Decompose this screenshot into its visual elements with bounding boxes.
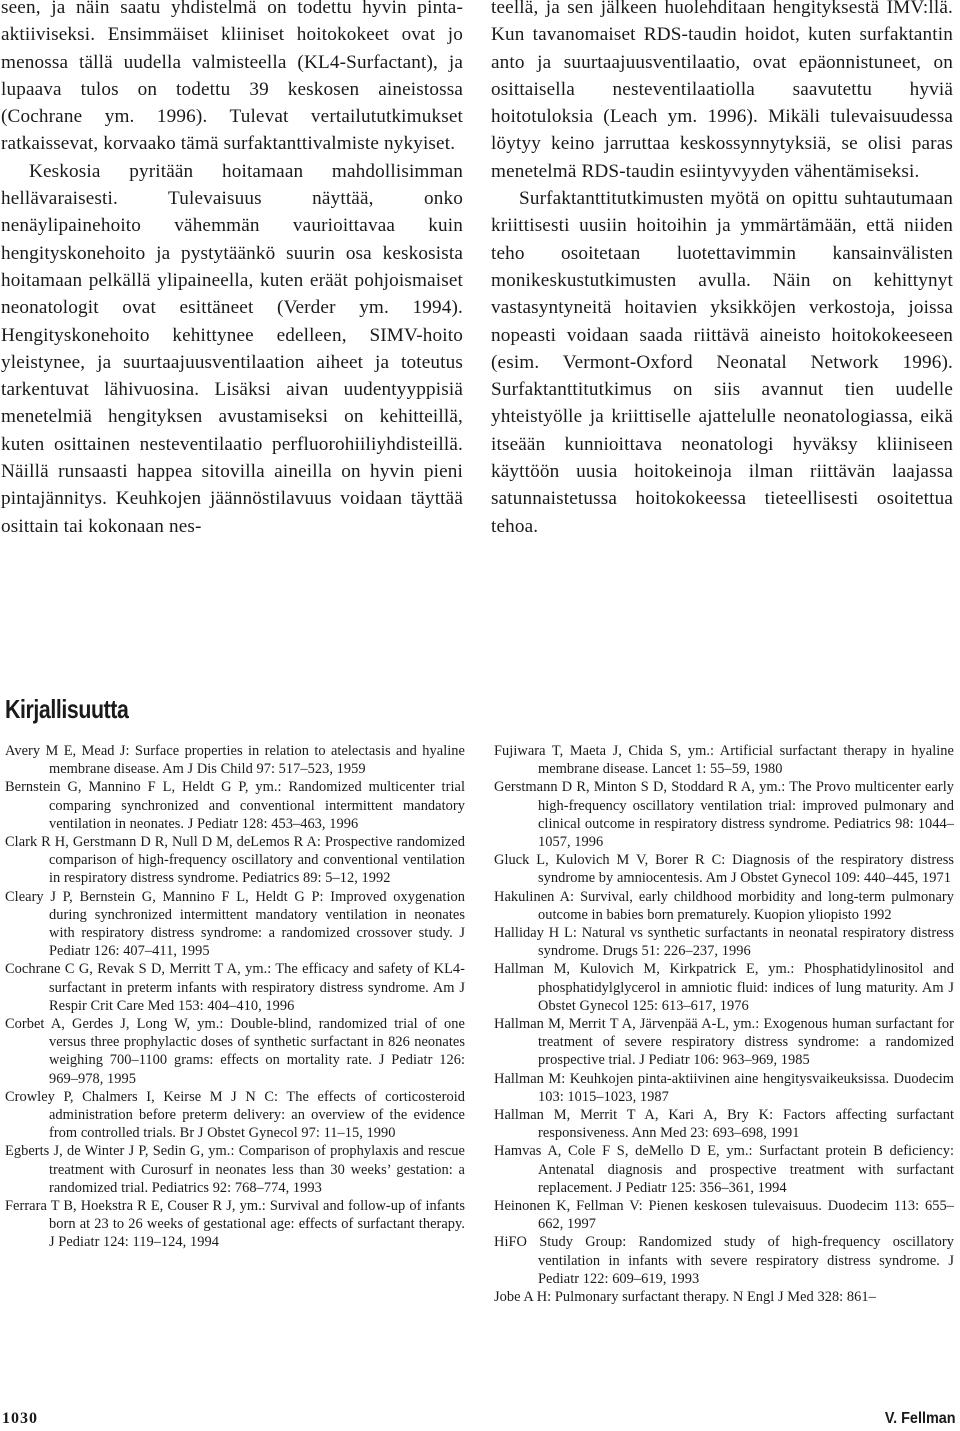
reference-entry: Ferrara T B, Hoekstra R E, Couser R J, ym.: Survival and follow-up of infants born at 23 to 26 weeks of gestational age: effects of surfactant therapy. J Pediatr 124: 119–124, 1994 [5,1198,465,1251]
reference-entry: Gerstmann D R, Minton S D, Stoddard R A, ym.: The Provo multicenter early high-frequency oscillatory ventilation trial: improved pulmonary and clinical outcome in respiratory distress syndrome. Pediatrics 98: 1044–1057, 1996 [494,779,954,851]
body-paragraph: Keskosia pyritään hoitamaan mahdollisimman hellävaraisesti. Tulevaisuus näyttää, onko nenäylipainehoito vähemmän vaurioittavaa kuin hengityskonehoito ja pystytäänkö suurin osa keskosista hoitamaan pelkällä ylipaineella, kuten eräät pohjoismaiset neonatologit ovat esittäneet (Verder ym. 1994). Hengityskonehoito kehittynee edelleen, SIMV-hoito yleistynee, ja suurtaajuusventilaation aiheet ja toteutus tarkentuvat lähivuosina. Lisäksi aivan uudentyyppisiä menetelmiä hengityksen avustamiseksi on kehitteillä, kuten osittainen nesteventilaatio perfluorohiiliyhdisteillä. Näillä runsaasti happea sitovilla aineilla on hyvin pieni pintajännitys. Keuhkojen jäännöstilavuus voidaan täyttää osittain tai kokonaan nes- [1,160,463,537]
body-paragraph: teellä, ja sen jälkeen huolehditaan hengityksestä IMV:llä. Kun tavanomaiset RDS-taudin hoidot, kuten surfaktantin anto ja suurtaajuusventilaatio, ovat epäonnistuneet, on osittaisella nesteventilaatiolla saavutettu hyviä hoitotuloksia (Leach ym. 1996). Mikäli tulevaisuudessa löytyy keino jarruttaa keskossynnytyksiä, se olisi paras menetelmä RDS-taudin esiintyvyyden vähentämiseksi. [491,0,953,182]
reference-entry: Fujiwara T, Maeta J, Chida S, ym.: Artificial surfactant therapy in hyaline membrane disease. Lancet 1: 55–59, 1980 [494,743,954,778]
reference-entry: Corbet A, Gerdes J, Long W, ym.: Double-blind, randomized trial of one versus three prophylactic doses of synthetic surfactant in 826 neonates weighing 700–1100 grams: effects on mortality rate. J Pediatr 126: 969–978, 1995 [5,1016,465,1087]
reference-entry: Hallman M: Keuhkojen pinta-aktiivinen aine hengitysvaikeuksissa. Duodecim 103: 1015–1023, 1987 [494,1070,954,1105]
reference-entry: Hallman M, Merrit T A, Järvenpää A-L, ym.: Exogenous human surfactant for treatment of severe respiratory distress syndrome: a randomized prospective trial. J Pediatr 106: 963–969, 1985 [494,1016,954,1069]
reference-entry: Hallman M, Kulovich M, Kirkpatrick E, ym.: Phosphatidylinositol and phosphatidylglycerol in amniotic fluid: indices of lung maturity. Am J Obstet Gynecol 125: 613–617, 1976 [494,961,954,1014]
reference-entry: HiFO Study Group: Randomized study of high-frequency oscillatory ventilation in infants with severe respiratory distress syndrome. J Pediatr 122: 609–619, 1993 [494,1234,954,1287]
body-column-right [491,0,953,540]
references-column-left [5,742,465,1252]
body-paragraph: seen, ja näin saatu yhdistelmä on todettu hyvin pinta-aktiiviseksi. Ensimmäiset kliiniset hoitokokeet ovat jo menossa tällä uudella valmisteella (KL4-Surfactant), ja lupaava tulos on todettu 39 keskosen aineistossa (Cochrane ym. 1996). Tulevat vertailututkimukset ratkaissevat, korvaako tämä surfaktanttivalmiste nykyiset. [1,0,463,155]
page-number: 1030 [2,1410,38,1427]
reference-entry: Egberts J, de Winter J P, Sedin G, ym.: Comparison of prophylaxis and rescue treatment with Curosurf in neonates less than 30 weeks’ gestation: a randomized trial. Pediatrics 92: 768–774, 1993 [5,1143,465,1196]
reference-entry: Heinonen K, Fellman V: Pienen keskosen tulevaisuus. Duodecim 113: 655–662, 1997 [494,1198,954,1233]
reference-entry: Avery M E, Mead J: Surface properties in relation to atelectasis and hyaline membrane disease. Am J Dis Child 97: 517–523, 1959 [5,743,465,778]
reference-entry: Jobe A H: Pulmonary surfactant therapy. N Engl J Med 328: 861– [494,1289,876,1306]
reference-entry: Cleary J P, Bernstein G, Mannino F L, Heldt G P: Improved oxygenation during synchronized intermittent mandatory ventilation in neonates with respiratory distress syndrome: a randomized crossover study. J Pediatr 126: 407–411, 1995 [5,888,465,960]
running-footer-author: V. Fellman [885,1410,956,1427]
references-heading: Kirjallisuutta [5,694,129,724]
references-column-right [494,742,954,1306]
reference-entry: Hallman M, Merrit T A, Kari A, Bry K: Factors affecting surfactant responsiveness. Ann Med 23: 693–698, 1991 [494,1107,954,1142]
reference-entry: Cochrane C G, Revak S D, Merritt T A, ym.: The efficacy and safety of KL4-surfactant in preterm infants with respiratory distress syndrome. Am J Respir Crit Care Med 153: 404–410, 1996 [5,961,465,1014]
reference-entry: Gluck L, Kulovich M V, Borer R C: Diagnosis of the respiratory distress syndrome by amniocentesis. Am J Obstet Gynecol 109: 440–445, 1971 [494,852,954,887]
reference-entry: Halliday H L: Natural vs synthetic surfactants in neonatal respiratory distress syndrome. Drugs 51: 226–237, 1996 [494,925,954,960]
body-column-left [1,0,463,540]
reference-entry: Hamvas A, Cole F S, deMello D E, ym.: Surfactant protein B deficiency: Antenatal diagnosis and prospective treatment with surfactant replacement. J Pediatr 125: 356–361, 1994 [494,1143,954,1196]
reference-entry: Bernstein G, Mannino F L, Heldt G P, ym.: Randomized multicenter trial comparing synchronized and conventional intermittent mandatory ventilation in neonates. J Pediatr 128: 453–463, 1996 [5,779,465,832]
reference-entry: Hakulinen A: Survival, early childhood morbidity and long-term pulmonary outcome in babies born prematurely. Kuopion yliopisto 1992 [494,888,954,923]
reference-entry: Crowley P, Chalmers I, Keirse M J N C: The effects of corticosteroid administration before preterm delivery: an overview of the evidence from controlled trials. Br J Obstet Gynecol 97: 11–15, 1990 [5,1088,465,1142]
body-paragraph: Surfaktanttitutkimusten myötä on opittu suhtautumaan kriittisesti uusiin hoitoihin ja ymmärtämään, että niiden teho osoitetaan luotettavimmin kansainvälisten monikeskustutkimusten avulla. Näin on kehittynyt vastasyntyneitä hoitavien yksikköjen verkostoja, joissa nopeasti voidaan saada riittävä aineisto hoitokokeeseen (esim. Vermont-Oxford Neonatal Network 1996). Surfaktanttitutkimus on siis avannut tien uudelle yhteistyölle ja kriittiselle ajattelulle neonatologiassa, eikä itseään kunnioittava neonatologi hyväksy kliiniseen käyttöön uusia hoitokeinoja ilman riittävän laajassa satunnaistetussa hoitokokeessa tieteellisesti osoitettua tehoa. [491,188,953,537]
reference-entry: Clark R H, Gerstmann D R, Null D M, deLemos R A: Prospective randomized comparison of high-frequency oscillatory and conventional ventilation in respiratory distress syndrome. Pediatrics 89: 5–12, 1992 [5,834,465,887]
